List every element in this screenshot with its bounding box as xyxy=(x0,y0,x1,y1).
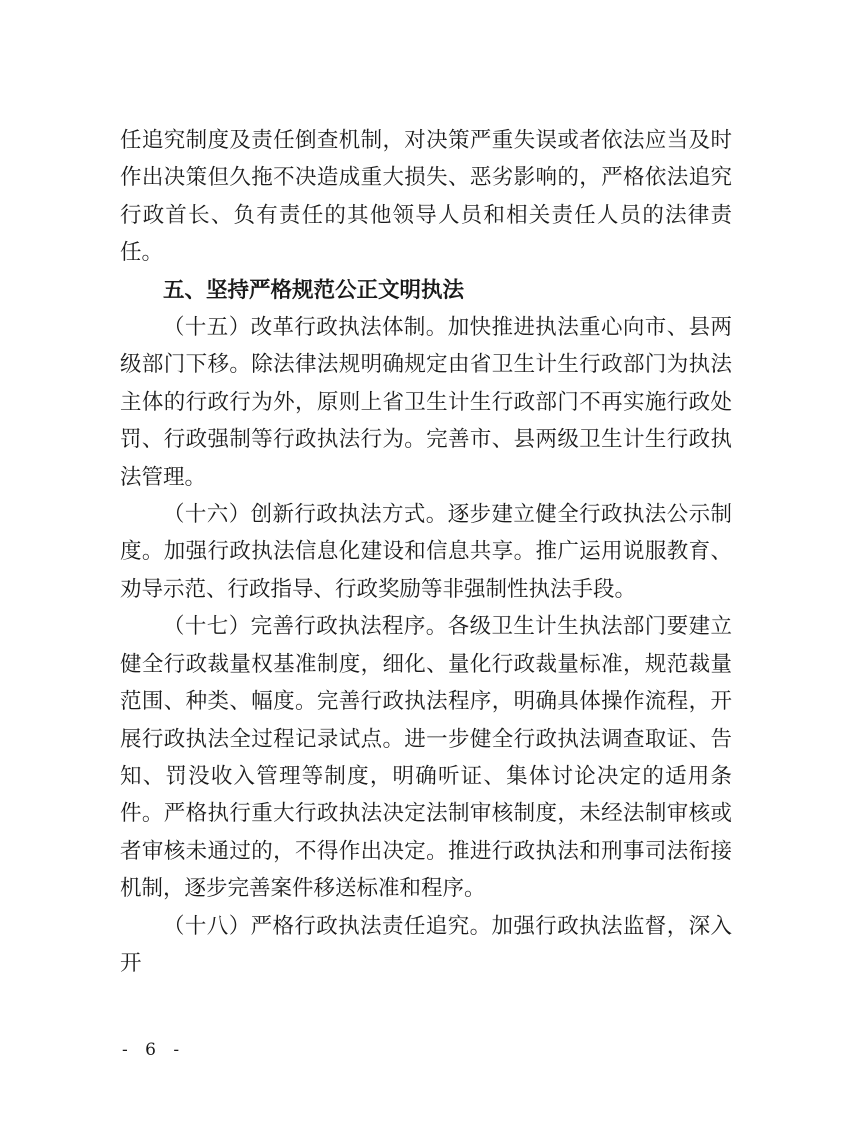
paragraph-item-15: （十五）改革行政执法体制。加快推进执法重心向市、县两级部门下移。除法律法规明确规定由省卫生计生行政部门为执法主体的行政行为外，原则上省卫生计生行政部门不再实施行政处罚、行政强制等行政执法行为。完善市、县两级卫生计生行政执法管理。 xyxy=(120,315,732,490)
paragraph-item-18: （十八）严格行政执法责任追究。加强行政执法监督，深入开 xyxy=(120,913,732,976)
paragraph-item-16: （十六）创新行政执法方式。逐步建立健全行政执法公示制度。加强行政执法信息化建设和信息共享。推广运用说服教育、劝导示范、行政指导、行政奖励等非强制性执法手段。 xyxy=(120,502,732,602)
paragraph-item-17: （十七）完善行政执法程序。各级卫生计生执法部门要建立健全行政裁量权基准制度，细化、量化行政裁量标准，规范裁量范围、种类、幅度。完善行政执法程序，明确具体操作流程，开展行政执法全过程记录试点。进一步健全行政执法调查取证、告知、罚没收入管理等制度，明确听证、集体讨论决定的适用条件。严格执行重大行政执法决定法制审核制度，未经法制审核或者审核未通过的，不得作出决定。推进行政执法和刑事司法衔接机制，逐步完善案件移送标准和程序。 xyxy=(120,614,732,902)
paragraph-continuation: 任追究制度及责任倒查机制，对决策严重失误或者依法应当及时作出决策但久拖不决造成重大损失、恶劣影响的，严格依法追究行政首长、负有责任的其他领导人员和相关责任人员的法律责任。 xyxy=(120,128,732,266)
page-number: - 6 - xyxy=(122,1040,186,1060)
body-text xyxy=(120,122,732,982)
section-heading: 五、坚持严格规范公正文明执法 xyxy=(163,277,465,303)
